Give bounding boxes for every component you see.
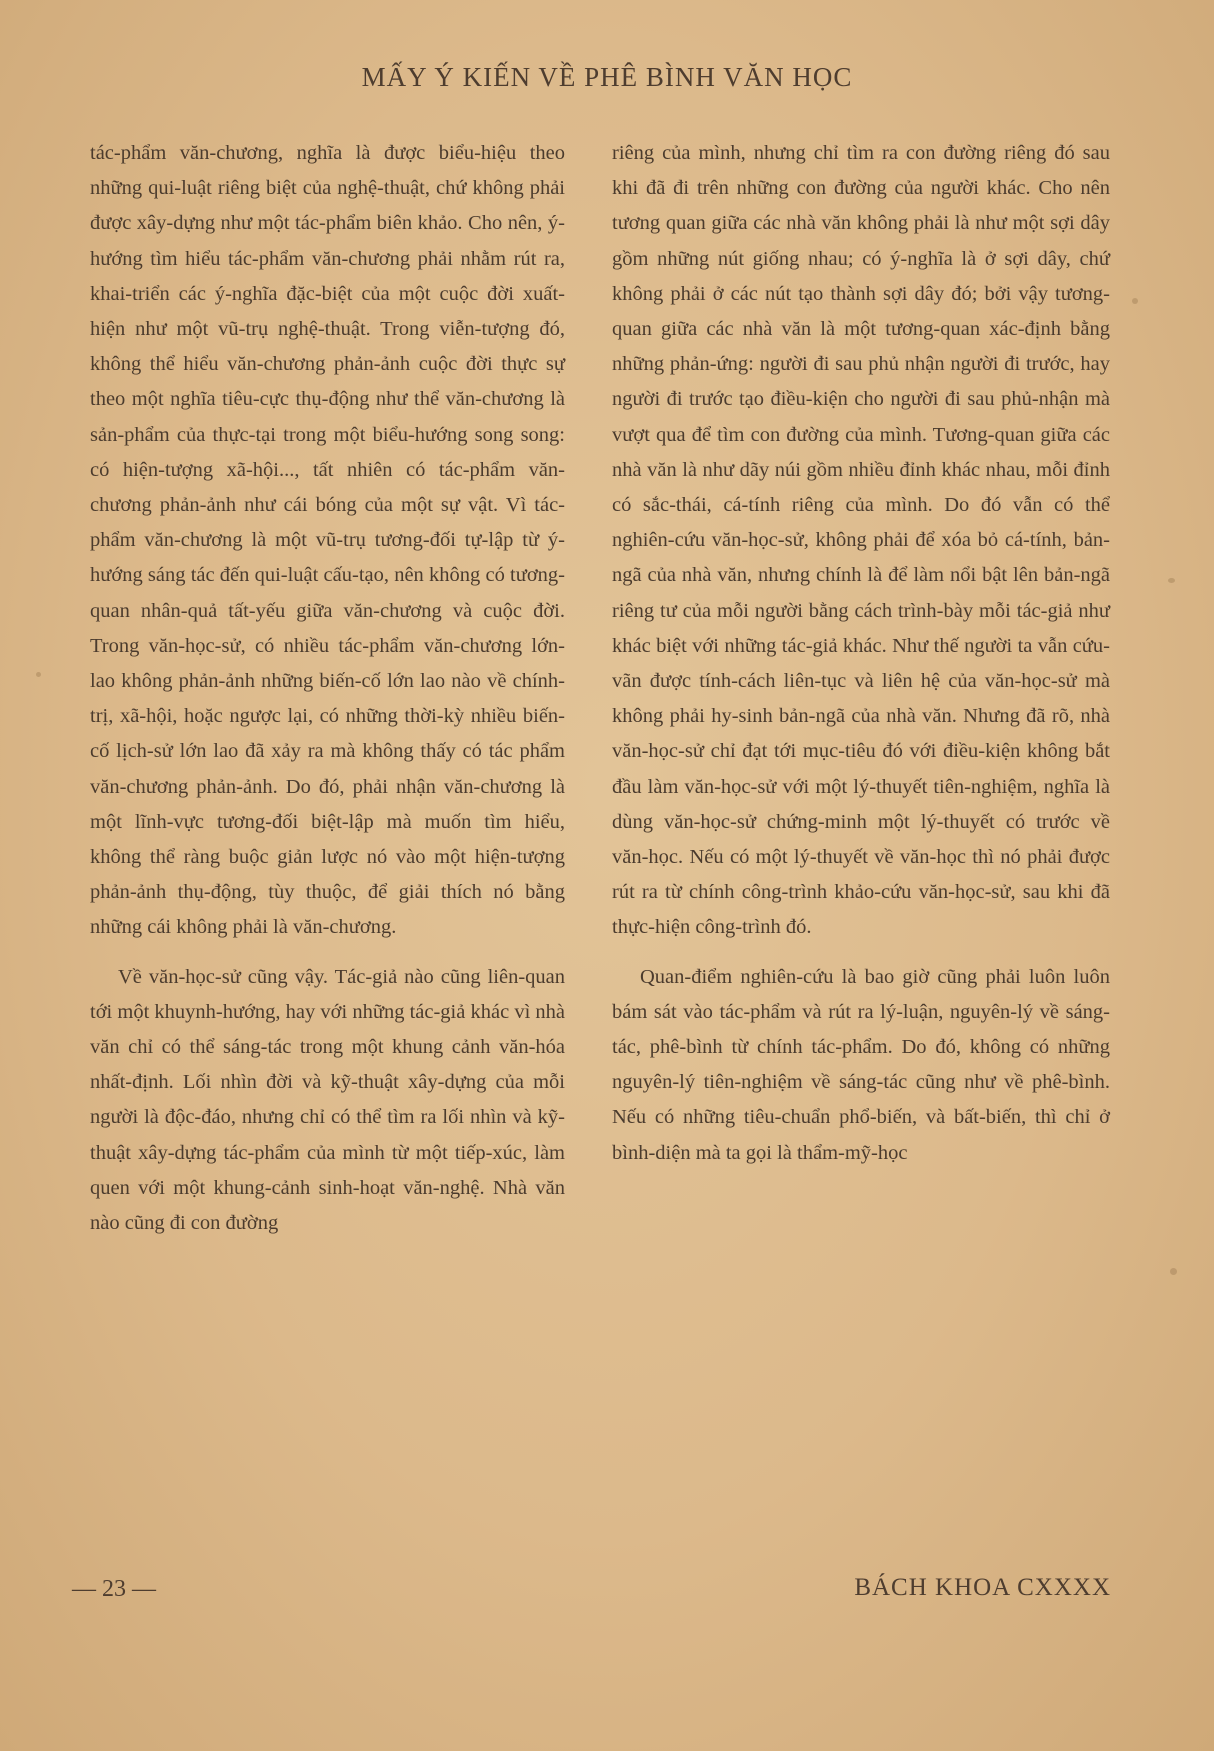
page-number: — 23 — [72,1576,156,1602]
paragraph: Quan-điểm nghiên-cứu là bao giờ cũng phải luôn luôn bám sát vào tác-phẩm và rút ra lý-luận, nguyên-lý về sáng-tác, phê-bình từ chính tác-phẩm. Do đó, không có những nguyên-lý tiên-nghiệm về sáng-tác cũng như về phê-bình. Nếu có những tiêu-chuẩn phổ-biến, và bất-biến, thì chỉ ở bình-diện mà ta gọi là thẩm-mỹ-học [612,965,1110,1164]
paragraph: Về văn-học-sử cũng vậy. Tác-giả nào cũng liên-quan tới một khuynh-hướng, hay với những tác-giả khác vì nhà văn chỉ có thể sáng-tác trong một khung cảnh văn-hóa nhất-định. Lối nhìn đời và kỹ-thuật xây-dựng của mỗi người là độc-đáo, nhưng chỉ có thể tìm ra lối nhìn và kỹ-thuật xây-dựng tác-phẩm của mình từ một tiếp-xúc, làm quen với một khung-cảnh sinh-hoạt văn-nghệ. Nhà văn nào cũng đi con đường [90,965,565,1235]
left-column [90,136,565,1255]
paragraph: riêng của mình, nhưng chỉ tìm ra con đường riêng đó sau khi đã đi trên những con đường của người khác. Cho nên tương quan giữa các nhà văn không phải là như một sợi dây gồm những nút giống nhau; có ý-nghĩa là ở sợi dây, chứ không phải ở các nút tạo thành sợi dây đó; bởi vậy tương-quan giữa các nhà văn là một tương-quan xác-định bằng những phản-ứng: người đi sau phủ nhận người đi trước, hay người đi trước tạo điều-kiện cho người đi sau phủ-nhận mà vượt qua để tìm con đường của mình. Tương-quan giữa các nhà văn là như dãy núi gồm nhiều đỉnh khác nhau, mỗi đỉnh có sắc-thái, cá-tính riêng của mình. Do đó vẫn có thể nghiên-cứu văn-học-sử, không phải để xóa bỏ cá-tính, bản-ngã của nhà văn, nhưng chính là để làm nổi bật lên bản-ngã riêng tư của mỗi người bằng cách trình-bày mỗi tác-giả như khác biệt với những tác-giả khác. Như thế người ta vẫn cứu-vãn được tính-cách liên-tục và liên hệ của văn-học-sử mà không phải hy-sinh bản-ngã của nhà văn. Nhưng đã rõ, nhà văn-học-sử chỉ đạt tới mục-tiêu đó với điều-kiện không bắt đầu làm văn-học-sử với một lý-thuyết tiên-nghiệm, nghĩa là dùng văn-học-sử chứng-minh một lý-thuyết có trước về văn-học. Nếu có một lý-thuyết về văn-học thì nó phải được rút ra từ chính công-trình khảo-cứu văn-học-sử, sau khi đã thực-hiện công-trình đó. [612,142,1110,939]
paragraph: tác-phẩm văn-chương, nghĩa là được biểu-hiệu theo những qui-luật riêng biệt của nghệ-thuật, chứ không phải được xây-dựng như một tác-phẩm biên khảo. Cho nên, ý-hướng tìm hiểu tác-phẩm văn-chương phải nhằm rút ra, khai-triển các ý-nghĩa đặc-biệt của một cuộc đời xuất-hiện như một vũ-trụ nghệ-thuật. Trong viễn-tượng đó, không thể hiểu văn-chương phản-ảnh cuộc đời thực sự theo một nghĩa tiêu-cực thụ-động như thể văn-chương là sản-phẩm của thực-tại trong một biểu-hướng song song: có hiện-tượng xã-hội..., tất nhiên có tác-phẩm văn-chương phản-ảnh như cái bóng của một sự vật. Vì tác-phẩm văn-chương là một vũ-trụ tương-đối tự-lập từ ý-hướng sáng tác đến qui-luật cấu-tạo, nên không có tương-quan nhân-quả tất-yếu giữa văn-chương và cuộc đời. Trong văn-học-sử, có nhiều tác-phẩm văn-chương lớn-lao không phản-ảnh những biến-cố lớn lao nào về chính-trị, xã-hội, hoặc ngược lại, có những thời-kỳ nhiều biến-cố lịch-sử lớn lao đã xảy ra mà không thấy có tác phẩm văn-chương phản-ảnh. Do đó, phải nhận văn-chương là một lĩnh-vực tương-đối biệt-lập mà muốn tìm hiểu, không thể ràng buộc giản lược nó vào một hiện-tượng phản-ảnh thụ-động, tùy thuộc, để giải thích nó bằng những cái không phải là văn-chương. [90,142,565,939]
paper-speck [1132,298,1138,304]
magazine-name: BÁCH KHOA CXXXX [854,1574,1111,1601]
paper-speck [36,672,41,677]
paper-speck [1168,578,1175,583]
page-title: MẤY Ý KIẾN VỀ PHÊ BÌNH VĂN HỌC [361,62,853,92]
right-column [612,136,1110,1185]
paper-speck [1170,1268,1177,1275]
